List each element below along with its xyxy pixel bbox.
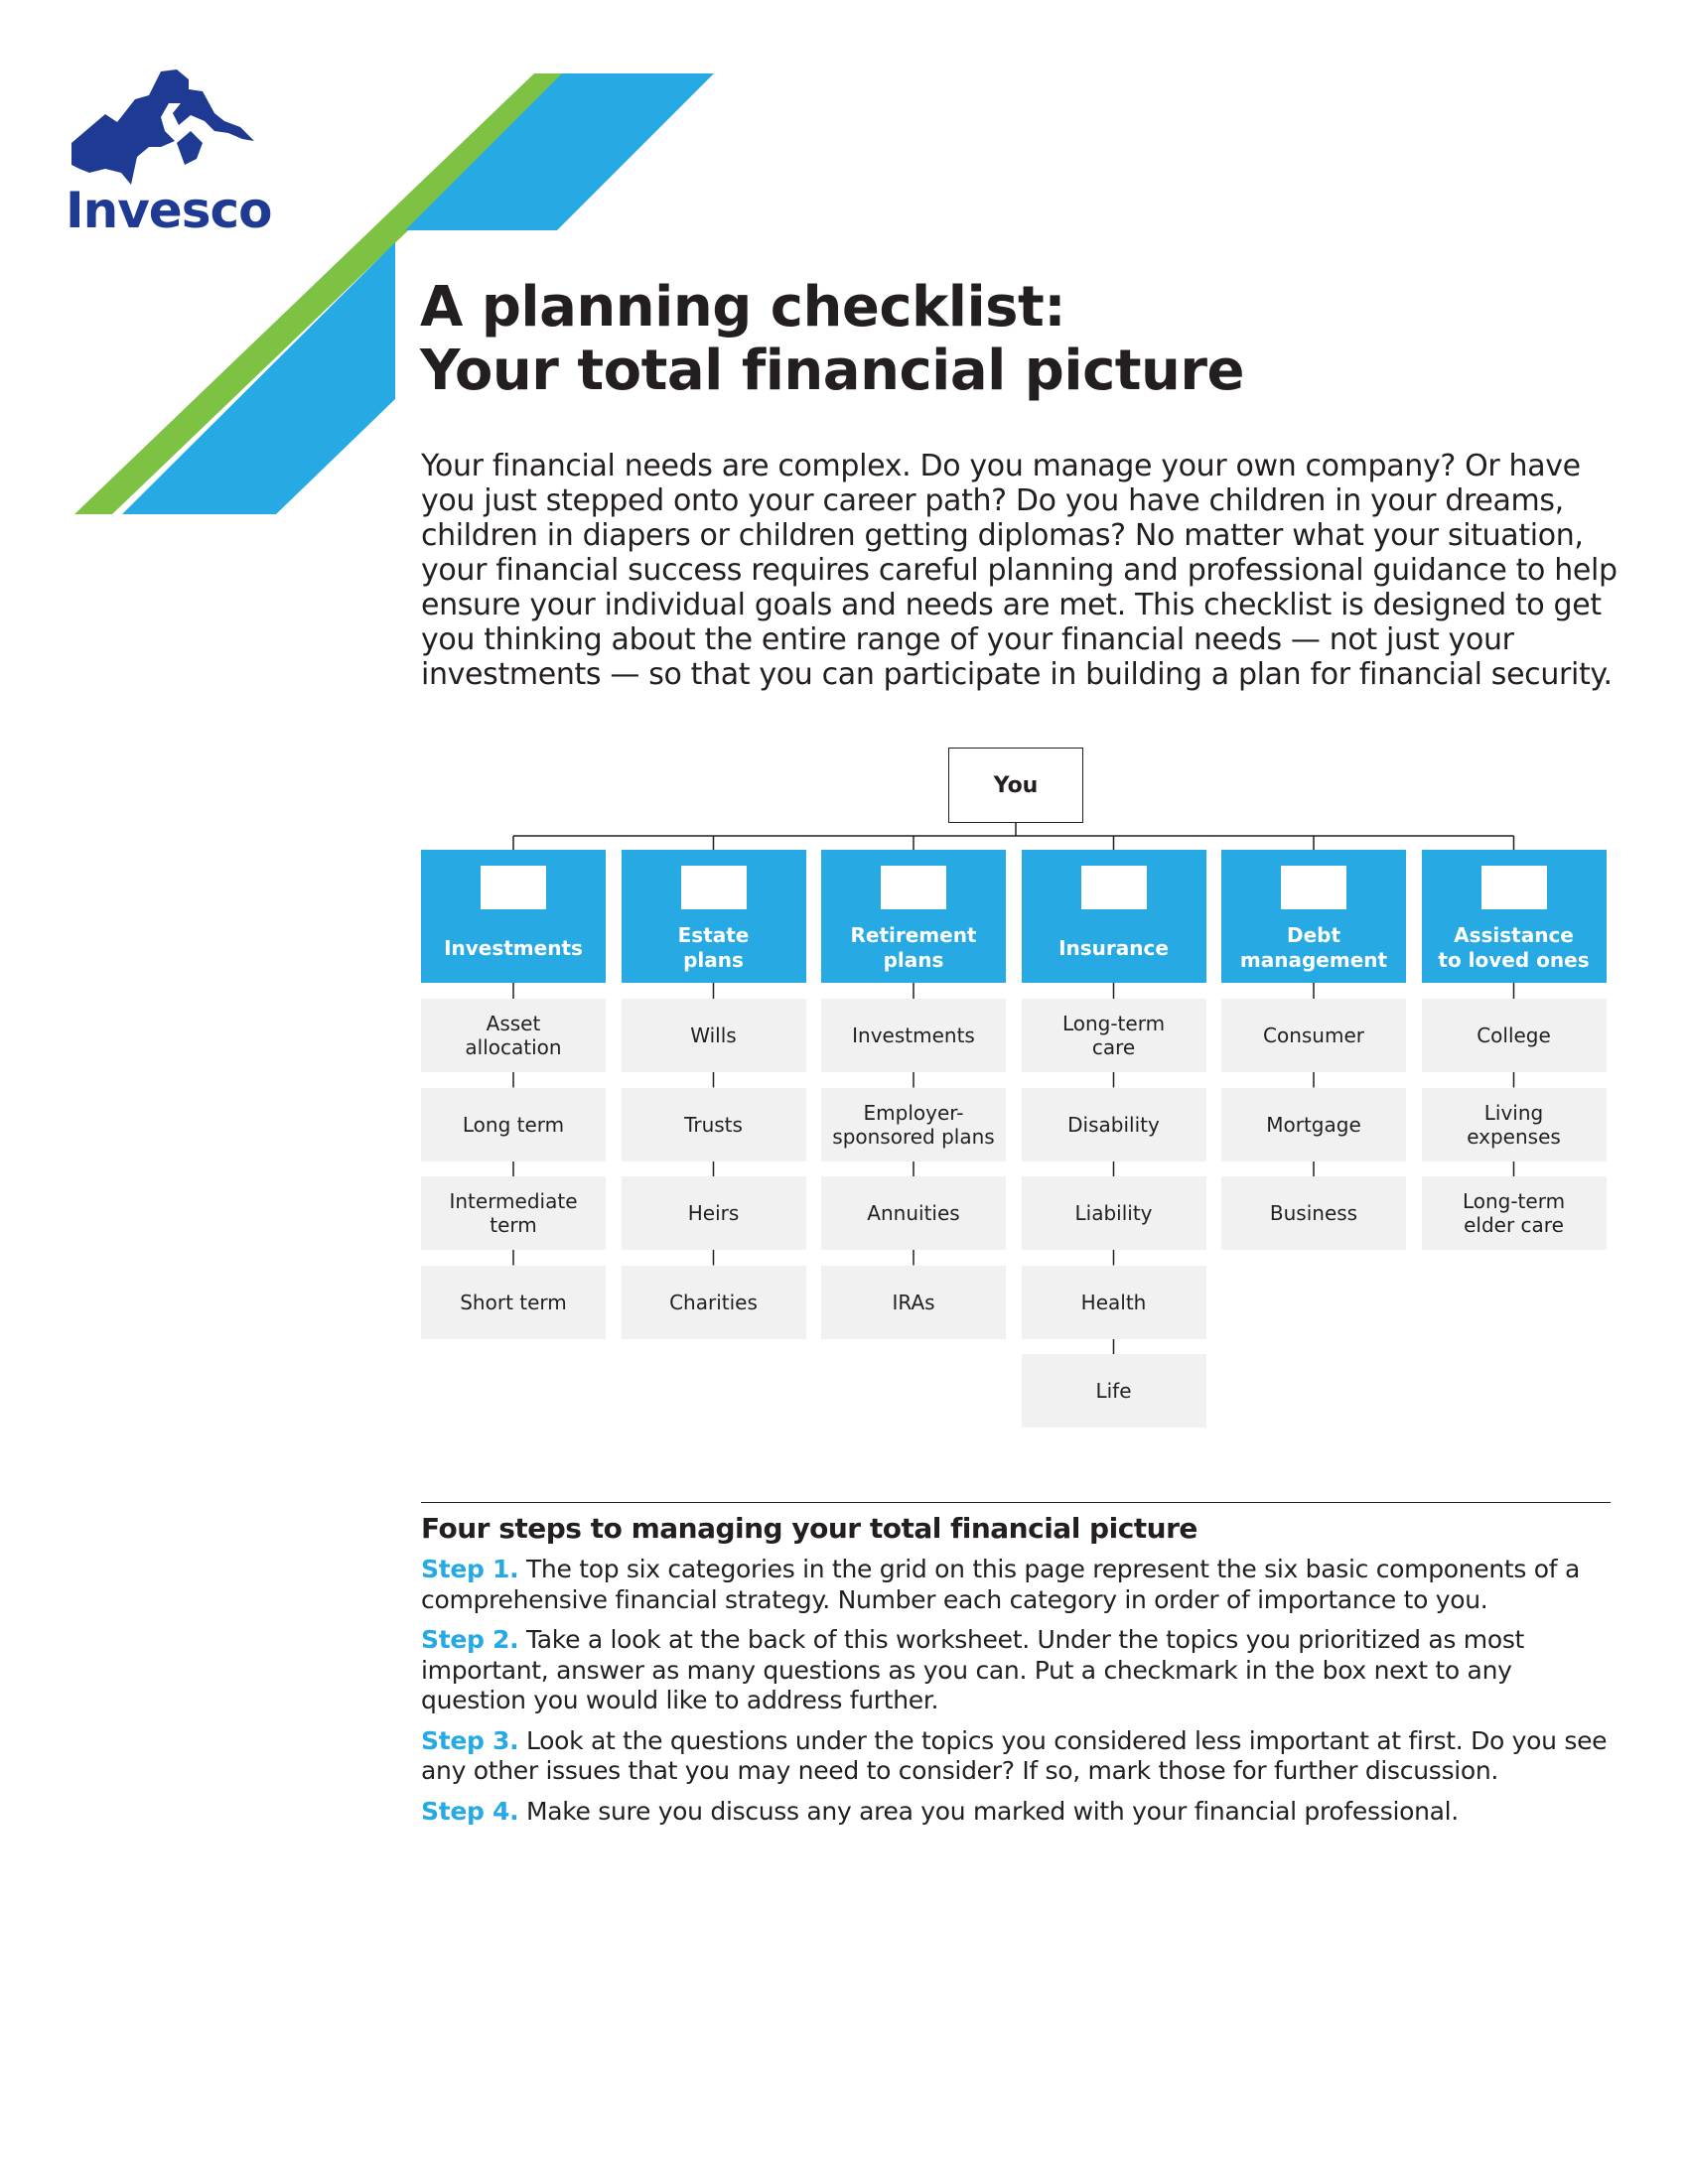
- step-4-text: Make sure you discuss any area you marked with your financial professional.: [518, 1796, 1459, 1826]
- checklist-item: Trusts: [622, 1088, 806, 1161]
- priority-number-box[interactable]: [1081, 866, 1147, 909]
- category-label: Debt management: [1239, 923, 1388, 972]
- step-2: [421, 1625, 1613, 1716]
- priority-number-box[interactable]: [1481, 866, 1547, 909]
- steps-heading: Four steps to managing your total financial picture: [421, 1512, 1197, 1545]
- category-3: [1022, 850, 1206, 983]
- category-1: [622, 850, 806, 983]
- you-box: You: [948, 748, 1083, 823]
- checklist-item: Consumer: [1221, 999, 1406, 1072]
- category-0: [421, 850, 606, 983]
- checklist-item: IRAs: [821, 1266, 1006, 1339]
- step-4-label: Step 4.: [421, 1796, 519, 1826]
- checklist-item: Heirs: [622, 1176, 806, 1250]
- category-label: Assistance to loved ones: [1438, 923, 1590, 972]
- priority-number-box[interactable]: [881, 866, 946, 909]
- checklist-item: Health: [1022, 1266, 1206, 1339]
- category-label: Estate plans: [677, 923, 750, 972]
- intro-paragraph: Your financial needs are complex. Do you manage your own company? Or have you just stepped onto your career path? Do you have children in your dreams, children in diapers or children getting diplomas? No matter what your situation, your financial success requires careful planning and professional guidance to help ensure your individual goals and needs are met. This checklist is designed to get you thinking about the entire range of your financial needs — not just your investments — so that you can participate in building a plan for financial security.: [421, 449, 1618, 692]
- title-line-1: A planning checklist:: [420, 275, 1066, 340]
- checklist-item: Life: [1022, 1354, 1206, 1428]
- step-2-text: Take a look at the back of this worksheet. Under the topics you prioritized as most important, answer as many questions as you can. Put a checkmark in the box next to any question you would like to address further.: [421, 1625, 1525, 1714]
- checklist-item: Disability: [1022, 1088, 1206, 1161]
- step-2-label: Step 2.: [421, 1625, 519, 1654]
- category-2: [821, 850, 1006, 983]
- steps-list: [421, 1555, 1613, 1837]
- priority-number-box[interactable]: [681, 866, 747, 909]
- checklist-item: Employer- sponsored plans: [821, 1088, 1006, 1161]
- checklist-item: College: [1422, 999, 1607, 1072]
- step-1-label: Step 1.: [421, 1555, 519, 1583]
- checklist-item: Long term: [421, 1088, 606, 1161]
- checklist-item: Charities: [622, 1266, 806, 1339]
- step-1: [421, 1555, 1613, 1615]
- checklist-item: Wills: [622, 999, 806, 1072]
- step-1-text: The top six categories in the grid on this page represent the six basic components of a comprehensive financial strategy. Number each category in order of importance to you.: [421, 1555, 1580, 1614]
- category-label: Insurance: [1058, 936, 1169, 960]
- checklist-item: Living expenses: [1422, 1088, 1607, 1161]
- brand-name: Invesco: [66, 182, 272, 239]
- priority-number-box[interactable]: [481, 866, 546, 909]
- checklist-item: Intermediate term: [421, 1176, 606, 1250]
- checklist-item: Short term: [421, 1266, 606, 1339]
- checklist-item: Long-term elder care: [1422, 1176, 1607, 1250]
- step-3: [421, 1726, 1613, 1787]
- step-4: [421, 1797, 1613, 1828]
- checklist-item: Liability: [1022, 1176, 1206, 1250]
- priority-number-box[interactable]: [1281, 866, 1346, 909]
- category-label: Retirement plans: [850, 923, 977, 972]
- checklist-item: Long-term care: [1022, 999, 1206, 1072]
- category-label: Investments: [444, 936, 583, 960]
- section-divider: [421, 1502, 1611, 1503]
- checklist-item: Mortgage: [1221, 1088, 1406, 1161]
- category-5: [1422, 850, 1607, 983]
- checklist-item: Asset allocation: [421, 999, 606, 1072]
- title-line-2: Your total financial picture: [420, 339, 1245, 403]
- checklist-item: Annuities: [821, 1176, 1006, 1250]
- checklist-item: Investments: [821, 999, 1006, 1072]
- checklist-item: Business: [1221, 1176, 1406, 1250]
- step-3-text: Look at the questions under the topics you considered less important at first. Do you see any other issues that you may need to consider? If so, mark those for further discussion.: [421, 1725, 1608, 1785]
- category-4: [1221, 850, 1406, 983]
- step-3-label: Step 3.: [421, 1725, 519, 1755]
